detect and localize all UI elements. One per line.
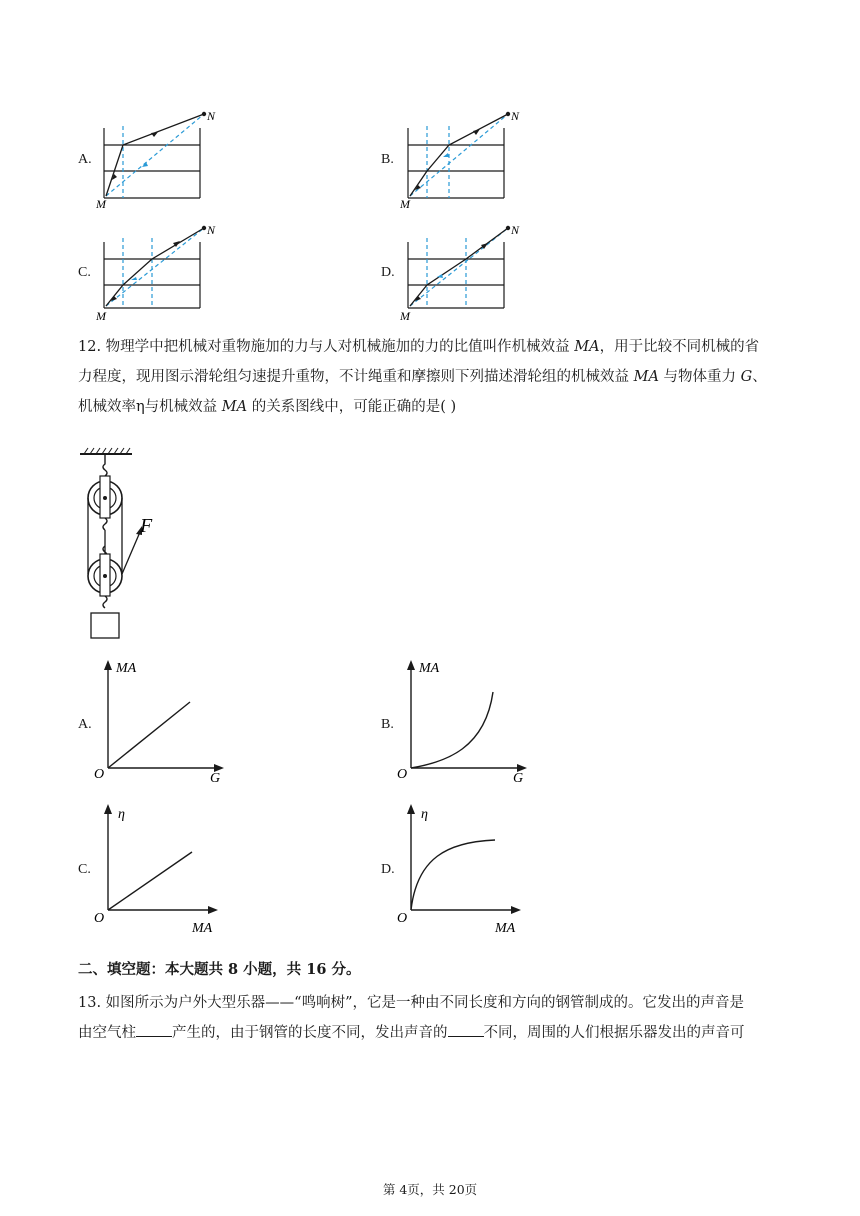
refraction-figure [400,222,530,326]
refraction-figure [96,108,226,212]
answer-blank[interactable] [136,1022,172,1037]
graph-eta-vs-ma [397,802,537,938]
origin-label: O [397,911,408,926]
x-axis-label: G [210,771,221,786]
option-label: D. [381,862,395,877]
pulley-system-figure [72,446,172,642]
n-label: N [511,223,520,237]
option-label: A. [78,717,92,732]
option-label: B. [381,717,394,732]
x-axis-label: MA [192,921,213,936]
m-label: M [400,309,410,323]
question-12-text: 12. 物理学中把机械对重物施加的力与人对机械施加的力的比值叫作机械效益 MA，用于比较不同机械的省 力程度，现用图示滑轮组匀速提升重物，不计绳重和摩擦则下列描述滑轮组的机械效益 MA 与物体重力 G、 机械效率η与机械效益 MA 的关系图线中，可能正确的是( ) [78,339,767,415]
graph-ma-vs-g [397,656,537,786]
y-axis-label: MA [419,661,440,676]
y-axis-label: η [118,807,125,822]
x-axis-label: G [513,771,524,786]
m-label: M [96,309,106,323]
graph-ma-vs-g [94,656,234,786]
section-heading: 二、填空题：本大题共 8 小题，共 16 分。 [78,961,361,978]
n-label: N [511,109,520,123]
x-axis-label: MA [495,921,516,936]
y-axis-label: η [421,807,428,822]
y-axis-label: MA [116,661,137,676]
m-label: M [400,197,410,211]
force-label: F [140,515,153,537]
option-label: C. [78,862,91,877]
origin-label: O [397,767,408,782]
page-number: 第 4页，共 20页 [382,1182,478,1197]
option-label: B. [381,152,394,167]
n-label: N [207,223,216,237]
origin-label: O [94,767,105,782]
graph-eta-vs-ma [94,802,234,938]
answer-blank[interactable] [448,1022,484,1037]
refraction-figure [96,222,226,326]
refraction-figure [400,108,530,212]
origin-label: O [94,911,105,926]
m-label: M [96,197,106,211]
option-label: D. [381,265,395,280]
option-label: A. [78,152,92,167]
n-label: N [207,109,216,123]
question-13-text: 13. 如图所示为户外大型乐器——“鸣响树”，它是一种由不同长度和方向的钢管制成的。它发出的声音是 由空气柱 产生的，由于钢管的长度不同，发出声音的 不同，周围的人们根据乐器发出的声音可 [78,995,745,1041]
option-label: C. [78,265,91,280]
